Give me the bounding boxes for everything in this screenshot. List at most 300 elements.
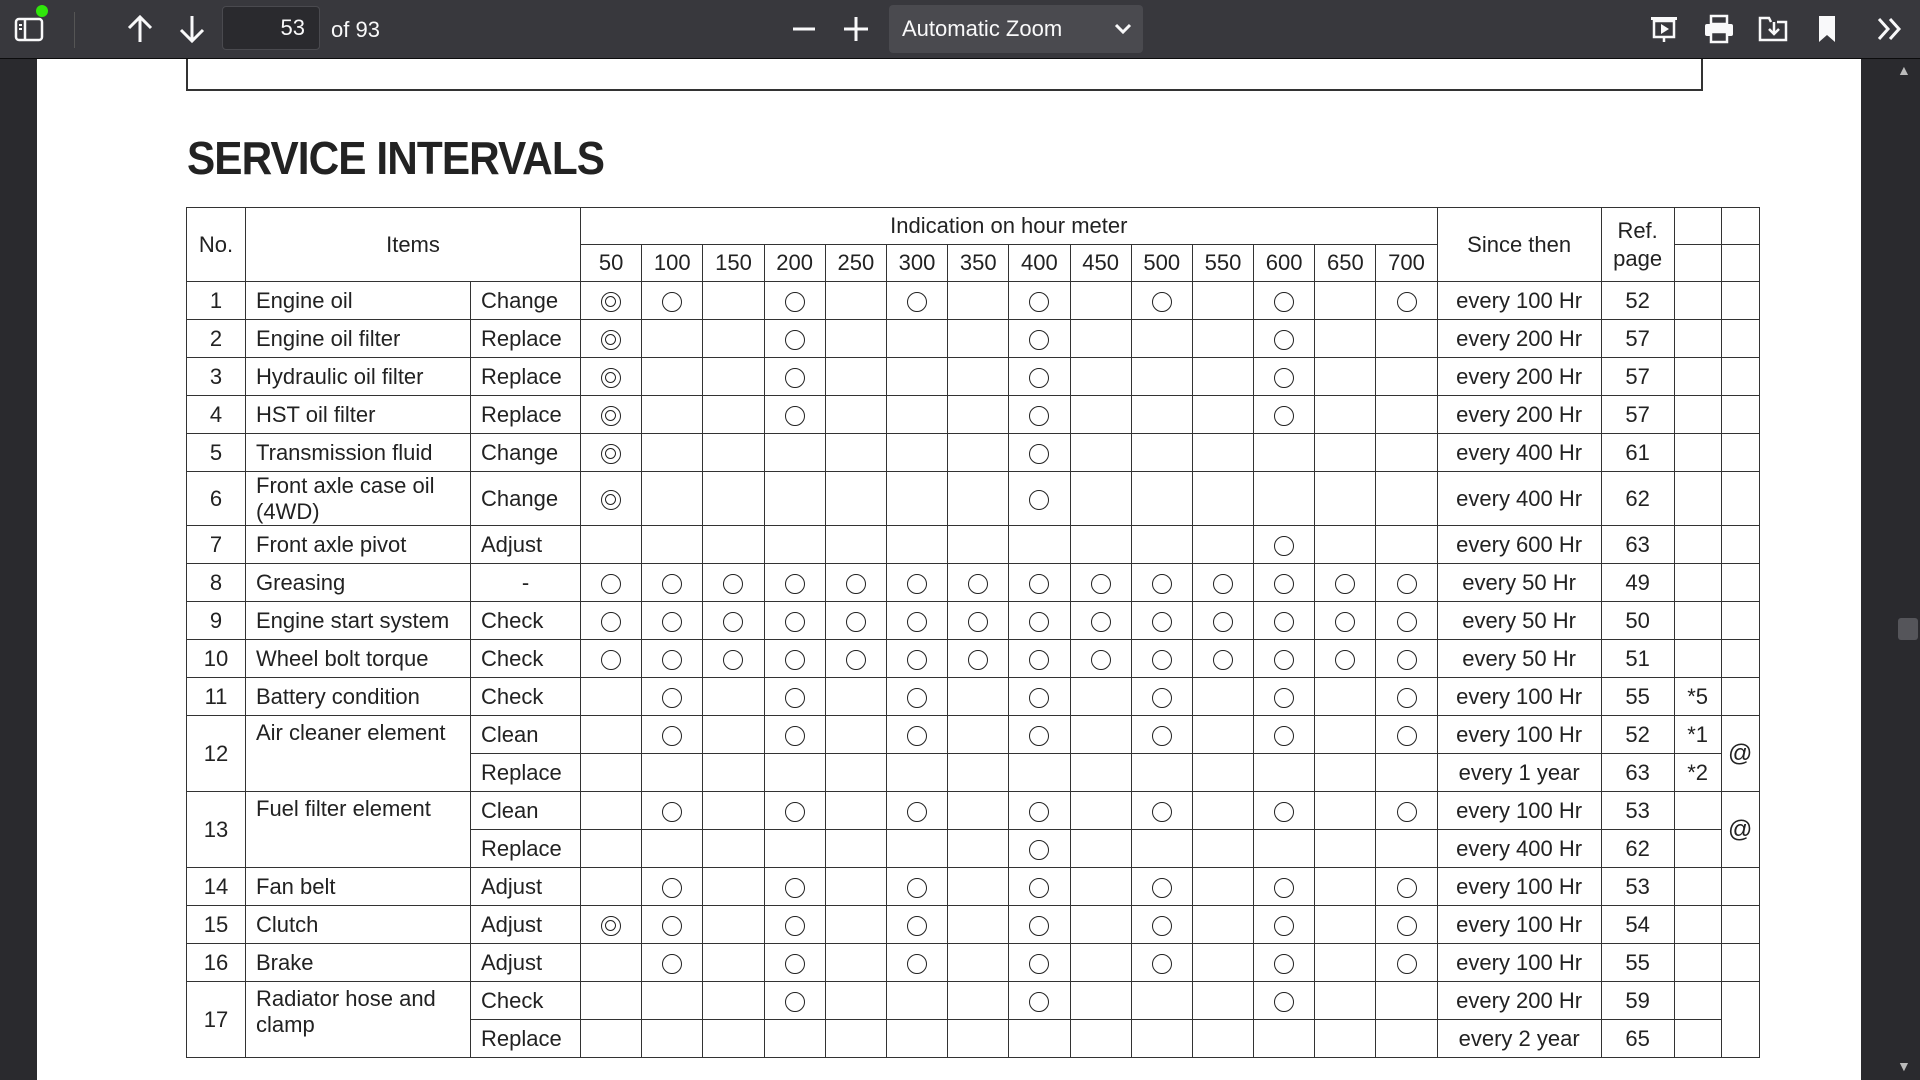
hour-cell: [1254, 602, 1315, 640]
bookmark-button[interactable]: [1805, 10, 1849, 48]
hour-cell: [1254, 906, 1315, 944]
print-icon: [1703, 14, 1735, 44]
circle-mark-icon: [1274, 802, 1294, 822]
hour-cell: [1376, 396, 1437, 434]
since-then: every 50 Hr: [1437, 564, 1601, 602]
hour-cell: [764, 982, 825, 1020]
hour-cell: [642, 434, 703, 472]
note: [1674, 906, 1721, 944]
table-row: [187, 868, 1760, 906]
hour-cell: [1192, 716, 1253, 754]
hour-cell: [1315, 906, 1376, 944]
circle-mark-icon: [1029, 444, 1049, 464]
circle-mark-icon: [1091, 612, 1111, 632]
hour-cell: [825, 792, 886, 830]
item-action: Replace: [471, 830, 581, 868]
hour-cell: [1376, 1020, 1437, 1058]
hour-cell: [642, 396, 703, 434]
circle-mark-icon: [1152, 726, 1172, 746]
hour-cell: [1131, 678, 1192, 716]
next-page-button[interactable]: [172, 10, 212, 48]
hour-cell: [948, 282, 1009, 320]
circle-mark-icon: [1029, 878, 1049, 898]
hour-cell: [886, 526, 947, 564]
circle-mark-icon: [1029, 840, 1049, 860]
hour-cell: [581, 282, 642, 320]
table-row: [187, 678, 1760, 716]
item-name: Front axle case oil (4WD): [246, 472, 471, 526]
at-mark: [1721, 944, 1759, 982]
hour-cell: [825, 1020, 886, 1058]
scrollbar-thumb[interactable]: [1898, 618, 1918, 640]
hour-cell: [1131, 982, 1192, 1020]
hour-cell: [1009, 1020, 1070, 1058]
note: [1674, 358, 1721, 396]
zoom-in-button[interactable]: [836, 10, 876, 48]
hour-cell: [1070, 982, 1131, 1020]
ref-page: 61: [1601, 434, 1674, 472]
previous-section-box: [186, 59, 1703, 91]
hour-cell: [642, 526, 703, 564]
item-action: Check: [471, 678, 581, 716]
ref-page: 51: [1601, 640, 1674, 678]
at-mark: [1721, 602, 1759, 640]
circle-mark-icon: [1152, 574, 1172, 594]
hour-cell: [825, 754, 886, 792]
next-page-icon: [177, 13, 207, 45]
circle-mark-icon: [1152, 292, 1172, 312]
hour-cell: [642, 906, 703, 944]
header-items: Items: [246, 208, 581, 282]
header-hour-700: 700: [1376, 245, 1437, 282]
table-row: [187, 282, 1760, 320]
ref-page: 50: [1601, 602, 1674, 640]
hour-cell: [703, 982, 764, 1020]
scroll-up-icon[interactable]: ▲: [1897, 62, 1911, 78]
hour-cell: [1254, 754, 1315, 792]
at-mark: [1721, 564, 1759, 602]
hour-cell: [764, 472, 825, 526]
item-name: Transmission fluid: [246, 434, 471, 472]
hour-cell: [581, 754, 642, 792]
hour-cell: [581, 602, 642, 640]
row-number: 13: [187, 792, 246, 868]
hour-cell: [764, 792, 825, 830]
hour-cell: [1070, 640, 1131, 678]
circle-mark-icon: [662, 954, 682, 974]
circle-mark-icon: [662, 612, 682, 632]
row-number: 3: [187, 358, 246, 396]
since-then: every 1 year: [1437, 754, 1601, 792]
circle-mark-icon: [1335, 574, 1355, 594]
item-action: Replace: [471, 1020, 581, 1058]
circle-mark-icon: [1152, 916, 1172, 936]
item-name: Fan belt: [246, 868, 471, 906]
item-action: Clean: [471, 792, 581, 830]
hour-cell: [948, 434, 1009, 472]
header-hour-200: 200: [764, 245, 825, 282]
presentation-mode-button[interactable]: [1642, 10, 1686, 48]
hour-cell: [1192, 396, 1253, 434]
since-then: every 100 Hr: [1437, 944, 1601, 982]
circle-mark-icon: [846, 612, 866, 632]
since-then: every 100 Hr: [1437, 282, 1601, 320]
circle-mark-icon: [907, 612, 927, 632]
tools-icon: [1876, 16, 1904, 42]
hour-cell: [581, 320, 642, 358]
hour-cell: [1254, 358, 1315, 396]
circle-mark-icon: [662, 292, 682, 312]
hour-cell: [1009, 678, 1070, 716]
circle-mark-icon: [1029, 612, 1049, 632]
item-action: Check: [471, 602, 581, 640]
circle-mark-icon: [785, 726, 805, 746]
hour-cell: [1192, 1020, 1253, 1058]
header-hour-650: 650: [1315, 245, 1376, 282]
hour-cell: [1192, 830, 1253, 868]
circle-mark-icon: [1029, 292, 1049, 312]
item-name: Battery condition: [246, 678, 471, 716]
hour-cell: [1009, 602, 1070, 640]
hour-cell: [642, 982, 703, 1020]
document-viewer[interactable]: [0, 59, 1920, 1080]
hour-cell: [1192, 320, 1253, 358]
circle-mark-icon: [1274, 726, 1294, 746]
hour-cell: [1254, 830, 1315, 868]
page-count-label: of 93: [331, 17, 380, 42]
zoom-out-button[interactable]: [784, 10, 824, 48]
hour-cell: [1009, 640, 1070, 678]
hour-cell: [948, 396, 1009, 434]
hour-cell: [1376, 906, 1437, 944]
hour-cell: [1131, 472, 1192, 526]
circle-mark-icon: [907, 726, 927, 746]
item-name: Radiator hose and clamp: [246, 982, 471, 1058]
circle-mark-icon: [1029, 368, 1049, 388]
hour-cell: [886, 982, 947, 1020]
item-action: Check: [471, 640, 581, 678]
at-mark: [1721, 434, 1759, 472]
hour-cell: [1315, 754, 1376, 792]
ref-page: 63: [1601, 526, 1674, 564]
row-number: 4: [187, 396, 246, 434]
hour-cell: [825, 678, 886, 716]
note: *2: [1674, 754, 1721, 792]
since-then: every 200 Hr: [1437, 396, 1601, 434]
circle-mark-icon: [785, 612, 805, 632]
hour-cell: [1070, 564, 1131, 602]
since-then: every 100 Hr: [1437, 792, 1601, 830]
hour-cell: [1315, 602, 1376, 640]
hour-cell: [1131, 868, 1192, 906]
hour-cell: [703, 320, 764, 358]
hour-cell: [1315, 678, 1376, 716]
circle-mark-icon: [1274, 688, 1294, 708]
item-name: Engine oil filter: [246, 320, 471, 358]
circle-mark-icon: [1029, 992, 1049, 1012]
item-action: Check: [471, 982, 581, 1020]
hour-cell: [825, 564, 886, 602]
hour-cell: [764, 320, 825, 358]
hour-cell: [948, 678, 1009, 716]
hour-cell: [1376, 358, 1437, 396]
hour-cell: [1192, 282, 1253, 320]
circle-mark-icon: [785, 406, 805, 426]
circle-mark-icon: [1029, 330, 1049, 350]
item-name: Engine oil: [246, 282, 471, 320]
hour-cell: [1131, 944, 1192, 982]
service-intervals-table: [186, 207, 1760, 1058]
item-action: Replace: [471, 754, 581, 792]
previous-page-button[interactable]: [120, 10, 160, 48]
hour-cell: [1009, 906, 1070, 944]
note: [1674, 830, 1721, 868]
download-button[interactable]: [1751, 10, 1795, 48]
note: [1674, 472, 1721, 526]
item-name: HST oil filter: [246, 396, 471, 434]
circle-mark-icon: [907, 878, 927, 898]
hour-cell: [1131, 358, 1192, 396]
at-mark: [1721, 472, 1759, 526]
circle-mark-icon: [662, 916, 682, 936]
hour-cell: [948, 906, 1009, 944]
table-row: [187, 602, 1760, 640]
hour-cell: [1254, 434, 1315, 472]
hour-cell: [1376, 716, 1437, 754]
hour-cell: [886, 678, 947, 716]
circle-mark-icon: [1397, 292, 1417, 312]
item-name: Fuel filter element: [246, 792, 471, 868]
hour-cell: [1192, 358, 1253, 396]
ref-page: 49: [1601, 564, 1674, 602]
hour-cell: [948, 640, 1009, 678]
circle-mark-icon: [1397, 650, 1417, 670]
hour-cell: [1070, 792, 1131, 830]
ref-page: 53: [1601, 792, 1674, 830]
at-mark: [1721, 320, 1759, 358]
hour-cell: [581, 906, 642, 944]
hour-cell: [1131, 526, 1192, 564]
at-mark: [1721, 396, 1759, 434]
hour-cell: [1315, 434, 1376, 472]
hour-cell: [948, 754, 1009, 792]
hour-cell: [1254, 564, 1315, 602]
bookmark-icon: [1816, 14, 1838, 44]
tools-button[interactable]: [1868, 10, 1912, 48]
hour-cell: [1009, 754, 1070, 792]
row-number: 17: [187, 982, 246, 1058]
header-hour-500: 500: [1131, 245, 1192, 282]
item-name: Clutch: [246, 906, 471, 944]
hour-cell: [1315, 526, 1376, 564]
hour-cell: [581, 678, 642, 716]
note: [1674, 602, 1721, 640]
hour-cell: [1070, 754, 1131, 792]
circle-mark-icon: [968, 574, 988, 594]
hour-cell: [886, 792, 947, 830]
hour-cell: [1070, 830, 1131, 868]
table-row: [187, 640, 1760, 678]
hour-cell: [825, 526, 886, 564]
row-number: 12: [187, 716, 246, 792]
hour-cell: [1192, 982, 1253, 1020]
circle-mark-icon: [662, 878, 682, 898]
table-row: [187, 358, 1760, 396]
item-action: Replace: [471, 358, 581, 396]
header-note-blank: [1674, 208, 1721, 245]
hour-cell: [1254, 640, 1315, 678]
hour-cell: [1070, 358, 1131, 396]
table-row: [187, 792, 1760, 830]
zoom-select[interactable]: [889, 5, 1143, 53]
hour-cell: [1070, 396, 1131, 434]
at-mark: [1721, 358, 1759, 396]
hour-cell: [1009, 716, 1070, 754]
circle-mark-icon: [1029, 726, 1049, 746]
hour-cell: [642, 640, 703, 678]
header-hour-300: 300: [886, 245, 947, 282]
hour-cell: [581, 982, 642, 1020]
hour-cell: [948, 526, 1009, 564]
table-row: [187, 320, 1760, 358]
hour-cell: [703, 944, 764, 982]
download-icon: [1757, 14, 1789, 44]
circle-mark-icon: [662, 688, 682, 708]
hour-cell: [642, 358, 703, 396]
hour-cell: [1376, 754, 1437, 792]
hour-cell: [1192, 472, 1253, 526]
hour-cell: [825, 602, 886, 640]
hour-cell: [581, 868, 642, 906]
hour-cell: [1009, 830, 1070, 868]
hour-cell: [1376, 830, 1437, 868]
note: [1674, 434, 1721, 472]
circle-mark-icon: [1029, 650, 1049, 670]
hour-cell: [642, 716, 703, 754]
circle-mark-icon: [1029, 916, 1049, 936]
hour-cell: [1315, 320, 1376, 358]
hour-cell: [642, 564, 703, 602]
hour-cell: [703, 396, 764, 434]
hour-cell: [1254, 868, 1315, 906]
header-at-blank: [1721, 245, 1759, 282]
hour-cell: [642, 792, 703, 830]
zoom-out-icon: [791, 16, 817, 42]
hour-cell: [1131, 830, 1192, 868]
hour-cell: [1192, 678, 1253, 716]
circle-mark-icon: [1152, 954, 1172, 974]
hour-cell: [886, 434, 947, 472]
double-circle-mark-icon: [601, 444, 621, 464]
since-then: every 200 Hr: [1437, 358, 1601, 396]
circle-mark-icon: [785, 292, 805, 312]
hour-cell: [1192, 792, 1253, 830]
hour-cell: [581, 472, 642, 526]
hour-cell: [1376, 640, 1437, 678]
table-row: [187, 906, 1760, 944]
header-ref-page: Ref. page: [1601, 208, 1674, 282]
hour-cell: [703, 564, 764, 602]
hour-cell: [1376, 434, 1437, 472]
hour-cell: [642, 830, 703, 868]
hour-cell: [1254, 396, 1315, 434]
hour-cell: [1315, 472, 1376, 526]
hour-cell: [948, 944, 1009, 982]
hour-cell: [825, 472, 886, 526]
circle-mark-icon: [1274, 536, 1294, 556]
hour-cell: [825, 282, 886, 320]
hour-cell: [1376, 526, 1437, 564]
hour-cell: [1070, 906, 1131, 944]
circle-mark-icon: [846, 650, 866, 670]
hour-cell: [948, 830, 1009, 868]
since-then: every 400 Hr: [1437, 434, 1601, 472]
hour-cell: [1254, 982, 1315, 1020]
ref-page: 55: [1601, 944, 1674, 982]
scrollbar[interactable]: [1862, 59, 1920, 1080]
table-row: [187, 944, 1760, 982]
hour-cell: [764, 944, 825, 982]
hour-cell: [581, 564, 642, 602]
note: [1674, 982, 1721, 1020]
hour-cell: [703, 526, 764, 564]
hour-cell: [703, 602, 764, 640]
row-number: 7: [187, 526, 246, 564]
hour-cell: [642, 1020, 703, 1058]
hour-cell: [1009, 358, 1070, 396]
since-then: every 50 Hr: [1437, 602, 1601, 640]
row-number: 10: [187, 640, 246, 678]
circle-mark-icon: [785, 368, 805, 388]
item-name: Greasing: [246, 564, 471, 602]
at-mark: @: [1721, 792, 1759, 868]
item-name: Front axle pivot: [246, 526, 471, 564]
hour-cell: [1070, 678, 1131, 716]
item-name: Air cleaner element: [246, 716, 471, 792]
circle-mark-icon: [785, 650, 805, 670]
circle-mark-icon: [968, 650, 988, 670]
hour-cell: [1131, 1020, 1192, 1058]
row-number: 15: [187, 906, 246, 944]
circle-mark-icon: [1397, 802, 1417, 822]
item-name: Engine start system: [246, 602, 471, 640]
print-button[interactable]: [1697, 10, 1741, 48]
hour-cell: [948, 358, 1009, 396]
circle-mark-icon: [601, 612, 621, 632]
hour-cell: [948, 982, 1009, 1020]
hour-cell: [1315, 830, 1376, 868]
table-row: [187, 982, 1760, 1020]
since-then: every 200 Hr: [1437, 982, 1601, 1020]
hour-cell: [1254, 716, 1315, 754]
circle-mark-icon: [1397, 574, 1417, 594]
hour-cell: [1315, 358, 1376, 396]
double-circle-mark-icon: [601, 406, 621, 426]
header-hour-250: 250: [825, 245, 886, 282]
at-mark: [1721, 868, 1759, 906]
hour-cell: [1009, 472, 1070, 526]
at-mark: @: [1721, 716, 1759, 792]
item-action: Adjust: [471, 906, 581, 944]
at-mark: [1721, 906, 1759, 944]
zoom-select-label: Automatic Zoom: [902, 16, 1063, 41]
ref-page: 55: [1601, 678, 1674, 716]
hour-cell: [581, 716, 642, 754]
row-number: 14: [187, 868, 246, 906]
item-action: Change: [471, 282, 581, 320]
page-number-input[interactable]: [222, 6, 320, 50]
scroll-down-icon[interactable]: ▼: [1897, 1058, 1911, 1074]
